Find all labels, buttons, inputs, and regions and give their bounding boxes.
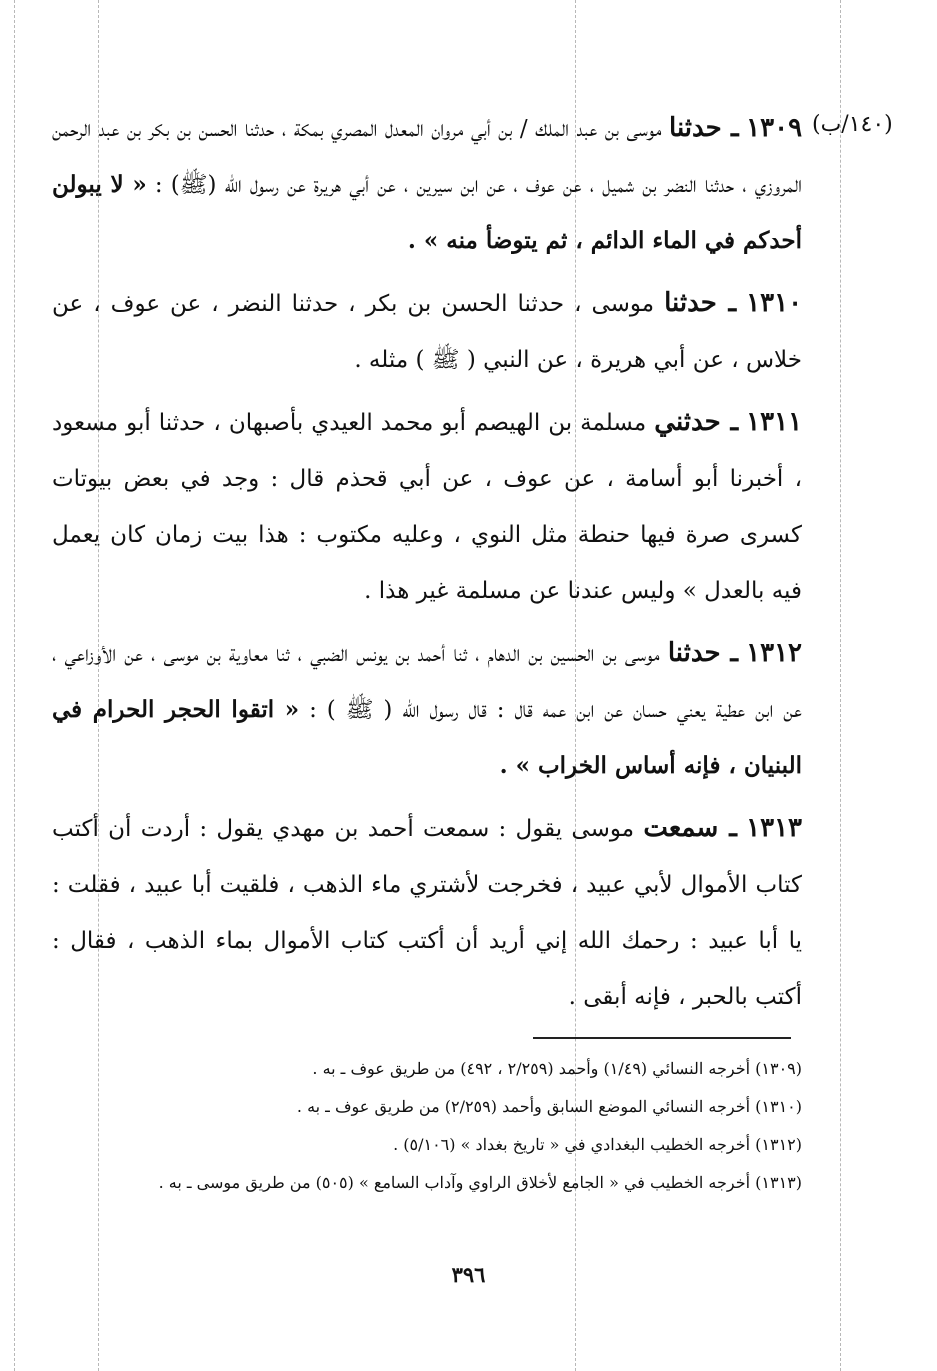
hadith-quote: « لا يبولن أحدكم في الماء الدائم ، ثم يتوضأ منه » .	[52, 171, 802, 254]
hadith-number: ١٣١٢	[746, 638, 802, 668]
paragraph-1313: ١٣١٣ ـ سمعت موسى يقول : سمعت أحمد بن مهدي يقول : أردت أن أكتب كتاب الأموال لأبي عبيد ، فخرجت لأشتري ماء الذهب ، فلقيت أبا عبيد ، فقلت : يا أبا عبيد : رحمك الله إني أريد أن أكتب كتاب الأموال بماء الذهب ، فقال : أكتب بالحبر ، فإنه أبقى .	[52, 813, 803, 1010]
footnote-1313: (١٣١٣) أخرجه الخطيب في « الجامع لأخلاق الراوي وآداب السامع » (٥٠٥) من طريق موسى ـ به .	[158, 1173, 802, 1192]
narration-head: حدثنا	[664, 288, 717, 318]
footnote-1312: (١٣١٢) أخرجه الخطيب البغدادي في « تاريخ بغداد » (٥/١٠٦) .	[393, 1135, 802, 1154]
paragraph-text: مسلمة بن الهيصم أبو محمد العيدي بأصبهان ، حدثنا أبو مسعود ، أخبرنا أبو أسامة ، عن عوف ، عن أبي قحذم قال : وجد في بعض بيوتات كسرى صرة فيها حنطة مثل النوي ، وعليه مكتوب : هذا بيت زمان كان يعمل فيه بالعدل » وليس عندنا عن مسلمة غير هذا .	[52, 410, 802, 604]
paragraph-text: موسى ، حدثنا الحسن بن بكر ، حدثنا النضر ، عن عوف ، عن خلاس ، عن أبي هريرة ، عن النبي ( ﷺ ) مثله .	[52, 291, 802, 373]
margin-folio-note: (١٤٠/ب)	[812, 112, 893, 137]
footnotes	[52, 1050, 802, 1202]
paragraph-text: موسى بن الحسين بن الدهام ، ثنا أحمد بن يونس الضبي ، ثنا معاوية بن موسى ، عن الأوزاعي ، عن ابن عطية يعني حسان عن ابن عمه قال : قال رسول الله ( ﷺ ) :	[52, 641, 802, 723]
narration-head: حدثنا	[669, 113, 722, 143]
narration-head: سمعت	[643, 813, 719, 843]
paragraph-1311: ١٣١١ ـ حدثني مسلمة بن الهيصم أبو محمد العيدي بأصبهان ، حدثنا أبو مسعود ، أخبرنا أبو أسامة ، عن عوف ، عن أبي قحذم قال : وجد في بعض بيوتات كسرى صرة فيها حنطة مثل النوي ، وعليه مكتوب : هذا بيت زمان كان يعمل فيه بالعدل » وليس عندنا عن مسلمة غير هذا .	[52, 407, 803, 604]
hadith-number: ١٣١١	[746, 407, 803, 437]
footnote-1309: (١٣٠٩) أخرجه النسائي (١/٤٩) وأحمد (٢/٢٥٩ ، ٤٩٢) من طريق عوف ـ به .	[312, 1059, 802, 1078]
hadith-number: ١٣١٠	[746, 288, 803, 318]
paragraph-1310: ١٣١٠ ـ حدثنا موسى ، حدثنا الحسن بن بكر ، حدثنا النضر ، عن عوف ، عن خلاس ، عن أبي هريرة ، عن النبي ( ﷺ ) مثله .	[52, 288, 803, 373]
hadith-number: ١٣٠٩	[746, 113, 803, 143]
guide-line-right	[840, 0, 841, 1371]
hadith-quote: « اتقوا الحجر الحرام في البنيان ، فإنه أساس الخراب » .	[52, 696, 802, 779]
paragraph-text: موسى بن عبد الملك / بن أبي مروان المعدل المصري بمكة ، حدثنا الحسن بن بكر بن عبد الرحمن المروزي ، حدثنا النضر بن شميل ، عن عوف ، عن ابن سيرين ، عن أبي هريرة عن رسول الله (ﷺ) :	[52, 116, 803, 198]
page-number: ٣٩٦	[451, 1262, 486, 1287]
hadith-number: ١٣١٣	[746, 813, 803, 843]
narration-head: حدثني	[654, 407, 721, 437]
guide-line-left	[14, 0, 15, 1371]
paragraph-text: موسى يقول : سمعت أحمد بن مهدي يقول : أردت أن أكتب كتاب الأموال لأبي عبيد ، فخرجت لأشتري ماء الذهب ، فلقيت أبا عبيد ، فقلت : يا أبا عبيد : رحمك الله إني أريد أن أكتب كتاب الأموال بماء الذهب ، فقال : أكتب بالحبر ، فإنه أبقى .	[52, 816, 802, 1010]
main-text	[52, 100, 802, 1031]
narration-head: حدثنا	[667, 638, 721, 668]
paragraph-1312: ١٣١٢ ـ حدثنا موسى بن الحسين بن الدهام ، ثنا أحمد بن يونس الضبي ، ثنا معاوية بن موسى ، عن الأوزاعي ، عن ابن عطية يعني حسان عن ابن عمه قال : قال رسول الله ( ﷺ ) : « اتقوا الحجر الحرام في البنيان ، فإنه أساس الخراب » .	[52, 638, 802, 779]
paragraph-1309: ١٣٠٩ ـ حدثنا موسى بن عبد الملك / بن أبي مروان المعدل المصري بمكة ، حدثنا الحسن بن بكر بن عبد الرحمن المروزي ، حدثنا النضر بن شميل ، عن عوف ، عن ابن سيرين ، عن أبي هريرة عن رسول الله (ﷺ) : « لا يبولن أحدكم في الماء الدائم ، ثم يتوضأ منه » .	[52, 113, 803, 254]
footnote-1310: (١٣١٠) أخرجه النسائي الموضع السابق وأحمد (٢/٢٥٩) من طريق عوف ـ به .	[296, 1097, 802, 1116]
footnote-separator	[533, 1037, 791, 1039]
